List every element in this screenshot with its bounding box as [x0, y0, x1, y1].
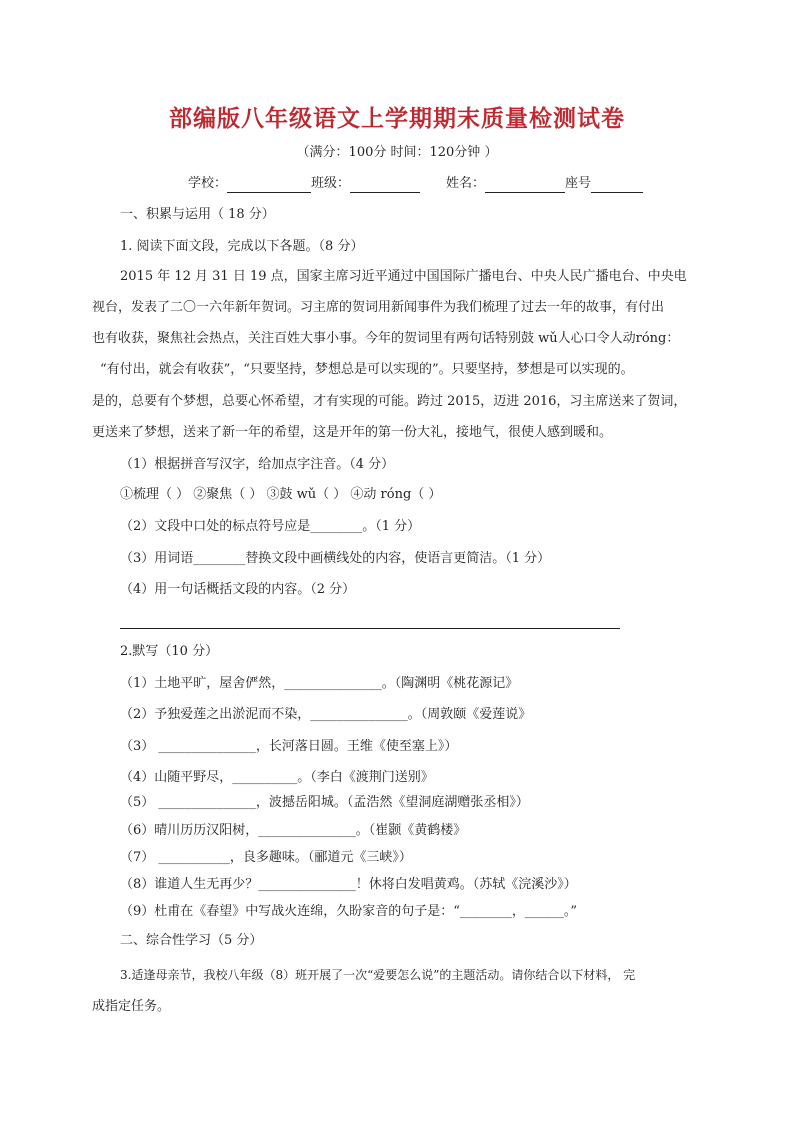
sub-question: （3）用词语________替换文段中画横线处的内容，使语言更简洁。（1 分） — [120, 551, 551, 566]
seat-field[interactable] — [591, 178, 643, 193]
dictation-item: （7） ___________，良多趣味。（郦道元《三峡》） — [120, 850, 412, 865]
question-3-text: 3.适逢母亲节，我校八年级（8）班开展了一次“爱要怎么说”的主题活动。请你结合以下材料， 完 — [120, 968, 636, 982]
dictation-item: （4）山随平野尽，__________。（李白《渡荆门送别》 — [120, 770, 434, 785]
dictation-item: （1）土地平旷，屋舍俨然，_______________。（陶渊明《桃花源记》 — [120, 676, 519, 691]
sub-question: （2）文段中口处的标点符号应是________。（1 分） — [120, 519, 421, 534]
dictation-item: （8）谁道人生无再少？_______________！休将白发唱黄鸡。（苏轼《浣溪沙》） — [120, 877, 577, 892]
sub-question-options: ①梳理（ ） ②聚焦（ ） ③鼓 wǔ（ ） ④动 róng（ ） — [120, 487, 442, 502]
answer-line[interactable] — [120, 628, 620, 629]
passage-line: “有付出，就会有收获”，“只要坚持，梦想总是可以实现的”。只要坚持，梦想是可以实现的。 — [100, 362, 634, 377]
passage-line: 视台，发表了二〇一六年新年贺词。习主席的贺词用新闻事件为我们梳理了过去一年的故事，有付出 — [92, 300, 665, 315]
school-label: 学校： — [188, 176, 228, 191]
passage-line: 是的，总要有个梦想，总要心怀希望，才有实现的可能。跨过 2015，迈进 2016，习主席送来了贺词， — [92, 394, 687, 409]
sub-question: （4）用一句话概括文段的内容。（2 分） — [120, 582, 356, 597]
dictation-item: （3） _______________，长河落日圆。王维《使至塞上》） — [120, 739, 458, 754]
dictation-item: （9）杜甫在《春望》中写战火连绵，久盼家音的句子是：“________，______。” — [120, 904, 578, 919]
section-heading-2: 二、综合性学习（5 分） — [120, 933, 263, 948]
passage-line: 2015 年 12 月 31 日 19 点，国家主席习近平通过中国国际广播电台、中央人民广播电台、中央电 — [120, 269, 687, 284]
dictation-item: （5） _______________，波撼岳阳城。（孟浩然《望洞庭湖赠张丞相》） — [120, 795, 529, 810]
question-2-heading: 2.默写（10 分） — [120, 644, 219, 659]
name-label: 姓名： — [446, 176, 486, 191]
passage-line: 也有收获，聚焦社会热点，关注百姓大事小事。今年的贺词里有两句话特别鼓 wǔ人心口令人动róng： — [92, 331, 680, 346]
class-field[interactable] — [350, 178, 420, 193]
seat-label: 座号 — [565, 176, 592, 191]
class-label: 班级： — [311, 176, 351, 191]
sub-question: （1）根据拼音写汉字，给加点字注音。（4 分） — [120, 457, 395, 472]
name-field[interactable] — [485, 178, 565, 193]
dictation-item: （2）予独爱莲之出淤泥而不染，_______________。（周敦颐《爱莲说》 — [120, 707, 532, 722]
dictation-item: （6）晴川历历汉阳树，_______________。（崔颢《黄鹤楼》 — [120, 823, 467, 838]
question-1-heading: 1. 阅读下面文段，完成以下各题。（8 分） — [120, 239, 364, 254]
page-title: 部编版八年级语文上学期期末质量检测试卷 — [169, 106, 625, 132]
score-time-info: （满分：100分 时间：120分钟 ） — [296, 145, 498, 160]
question-3-text: 成指定任务。 — [92, 999, 171, 1014]
student-info-fields — [188, 175, 643, 193]
school-field[interactable] — [227, 178, 311, 193]
section-heading-1: 一、积累与运用（ 18 分） — [120, 207, 275, 222]
passage-line: 更送来了梦想，送来了新一年的希望，这是开年的第一份大礼，接地气，很使人感到暖和。 — [92, 425, 613, 440]
